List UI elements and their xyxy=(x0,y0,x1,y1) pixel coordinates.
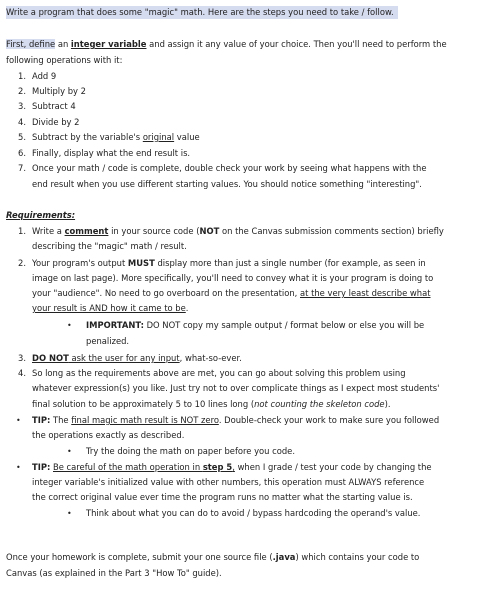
req-must-emph: MUST xyxy=(127,258,155,268)
intro-text: an xyxy=(55,39,71,49)
requirement-number: 4. xyxy=(18,368,26,378)
step-text: Add 9 xyxy=(32,71,57,81)
req-underlined: ask the user for any input xyxy=(68,353,180,363)
requirement-text-continued xyxy=(32,302,188,315)
requirement-text-continued xyxy=(32,398,391,411)
intro-text: and assign it any value of your choice. Then you'll need to perform the xyxy=(146,39,447,49)
title-line xyxy=(6,6,398,19)
req-text: final solution to be approximately 5 to 10 lines long ( xyxy=(32,399,255,409)
req-comment-emph: comment xyxy=(64,226,109,236)
req-text: on the Canvas submission comments section) briefly xyxy=(219,226,444,236)
important-label: IMPORTANT: xyxy=(86,320,144,330)
tip-text xyxy=(32,414,439,427)
tip-label: TIP: xyxy=(32,462,51,472)
sub-bullet-text xyxy=(86,319,424,332)
requirement-number: 2. xyxy=(18,258,26,268)
sub-bullet-text-continued: penalized. xyxy=(86,336,130,346)
bullet-icon: • xyxy=(67,321,72,330)
intro-define-text: First, define xyxy=(6,39,56,49)
req-text: The xyxy=(50,415,72,425)
req-text: ). xyxy=(384,399,391,409)
sub-bullet-text: Think about what you can do to avoid / bypass hardcoding the operand's value. xyxy=(86,508,421,518)
requirement-text-continued xyxy=(32,287,431,300)
tip-text-continued: the operations exactly as described. xyxy=(32,430,185,440)
requirements-heading: Requirements: xyxy=(6,210,76,220)
req-italic: not counting the skeleton code xyxy=(254,399,385,409)
tip-underlined: final magic math result is NOT zero xyxy=(71,415,219,425)
requirement-text-continued: image on last page). More specifically, you'll need to convey what it is your program is doing to xyxy=(32,273,434,283)
req-text: when I grade / test your code by changing the xyxy=(234,462,432,472)
tip-text-continued: the correct original value ever time the program runs no matter what the starting value is. xyxy=(32,492,413,502)
requirement-number: 3. xyxy=(18,353,26,363)
closing-text: Once your homework is complete, submit your one source file ( xyxy=(6,552,273,562)
bullet-icon: • xyxy=(67,447,72,456)
closing-text: ) which contains your code to xyxy=(295,552,420,562)
step-text-continued: end result when you use different starting values. You should notice something "interesting". xyxy=(32,179,422,189)
step-text: Once your math / code is complete, double check your work by seeing what happens with the xyxy=(32,163,427,173)
step-number: 7. xyxy=(18,163,26,173)
intro-line-2: following operations with it: xyxy=(6,55,123,65)
step-text: Multiply by 2 xyxy=(32,86,86,96)
step-number: 5. xyxy=(18,132,26,142)
step-text-part: value xyxy=(174,132,200,142)
closing-line-2: Canvas (as explained in the Part 3 "How To" guide). xyxy=(6,568,222,578)
requirement-text-continued: describing the "magic" math / result. xyxy=(32,241,187,251)
step-number: 6. xyxy=(18,148,26,158)
req-text: your "audience". No need to go overboard on the presentation, xyxy=(32,288,300,298)
step-text-part: Subtract by the variable's xyxy=(32,132,143,142)
step-original-underlined: original xyxy=(142,132,175,142)
req-text: DO NOT copy my sample output / format below or else you will be xyxy=(143,320,425,330)
tip-text-continued: integer variable's initialized value with other numbers, this operation must ALWAYS reference xyxy=(32,477,425,487)
req-text: . Double-check your work to make sure you followed xyxy=(218,415,440,425)
intro-line-1 xyxy=(6,38,447,51)
req-do-not-emph: DO NOT xyxy=(32,353,69,363)
requirement-text xyxy=(32,225,444,238)
req-underlined: at the very least describe what xyxy=(300,288,431,298)
req-text: in your source code ( xyxy=(108,226,200,236)
req-text: display more than just a single number (for example, as seen in xyxy=(154,258,426,268)
step-text: Subtract 4 xyxy=(32,101,76,111)
req-underlined: your result is AND how it came to be xyxy=(32,303,186,313)
step-text xyxy=(32,131,200,144)
req-text: Write a xyxy=(32,226,65,236)
req-text: , what-so-ever. xyxy=(179,353,242,363)
sub-bullet-text: Try the doing the math on paper before you code. xyxy=(86,446,295,456)
step-number: 4. xyxy=(18,117,26,127)
closing-line-1 xyxy=(6,551,419,564)
java-extension: .java xyxy=(272,552,296,562)
requirement-text-continued: whatever expression(s) you like. Just try not to over complicate things as I expect most students' xyxy=(32,383,440,393)
requirement-number: 1. xyxy=(18,226,26,236)
requirement-text xyxy=(32,257,426,270)
bullet-icon: • xyxy=(67,509,72,518)
bullet-icon: • xyxy=(16,416,21,425)
requirement-text: So long as the requirements above are met, you can go about solving this problem using xyxy=(32,368,406,378)
req-text: Your program's output xyxy=(32,258,128,268)
tip-text xyxy=(32,461,432,474)
tip-underlined: Be careful of the math operation in xyxy=(53,462,203,472)
step-number: 3. xyxy=(18,101,26,111)
step-text: Finally, display what the end result is. xyxy=(32,148,191,158)
req-text: . xyxy=(185,303,189,313)
title-text: Write a program that does some "magic" math. Here are the steps you need to take / follow. xyxy=(6,7,394,17)
tip-underlined: , xyxy=(232,462,235,472)
tip-step5-emph: step 5 xyxy=(202,462,233,472)
req-not-emph: NOT xyxy=(199,226,220,236)
tip-label: TIP: xyxy=(32,415,51,425)
step-text: Divide by 2 xyxy=(32,117,80,127)
step-number: 1. xyxy=(18,71,26,81)
bullet-icon: • xyxy=(16,463,21,472)
intro-integer-variable: integer variable xyxy=(70,39,147,49)
requirement-text xyxy=(32,352,242,365)
step-number: 2. xyxy=(18,86,26,96)
